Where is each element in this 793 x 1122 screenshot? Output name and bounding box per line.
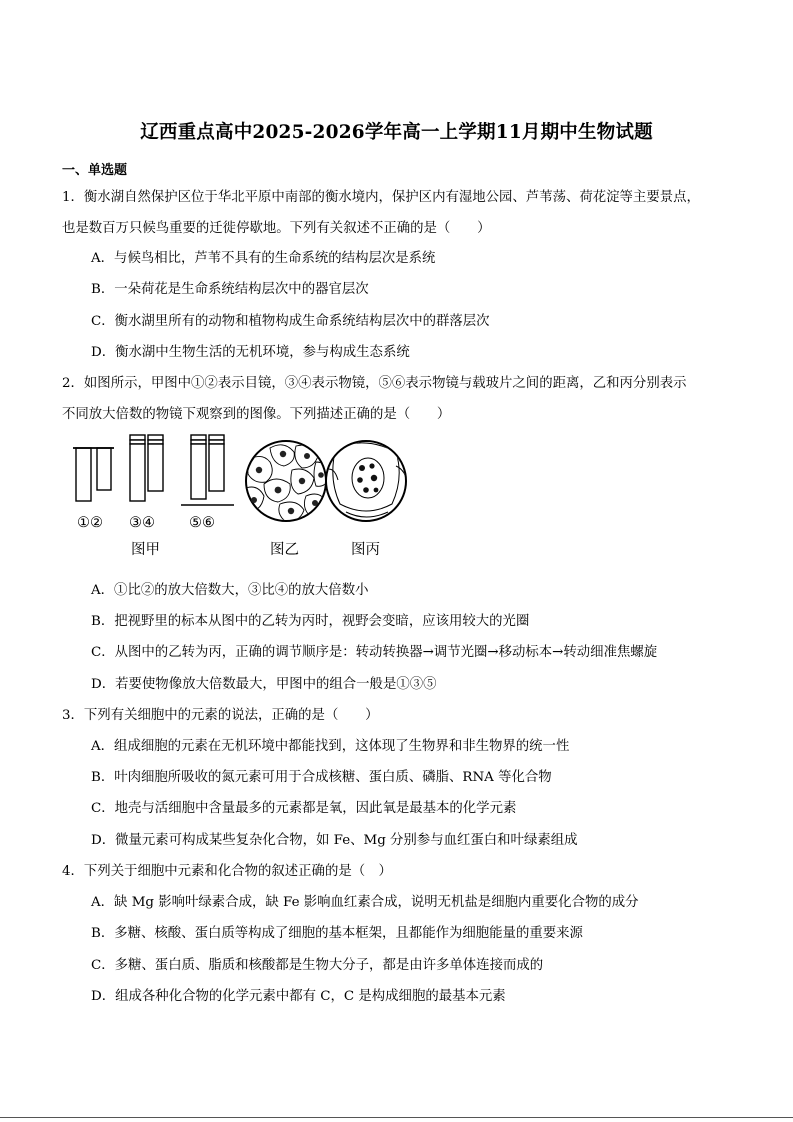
q1-stem-line-1: 1．衡水湖自然保护区位于华北平原中南部的衡水境内，保护区内有湿地公园、芦苇荡、荷花淀等主要景点， [62, 190, 700, 205]
q1-option-b: B．一朵荷花是生命系统结构层次中的器官层次 [91, 282, 369, 297]
q1-option-c: C．衡水湖里所有的动物和植物构成生命系统结构层次中的群落层次 [91, 314, 490, 329]
q3-option-a: A．组成细胞的元素在无机环境中都能找到，这体现了生物界和非生物界的统一性 [91, 739, 570, 754]
low-power-view [245, 441, 330, 522]
page-title: 辽西重点高中2025-2026学年高一上学期11月期中生物试题 [140, 122, 653, 143]
q2-option-a: A．①比②的放大倍数大，③比④的放大倍数小 [91, 583, 369, 598]
nucleus [352, 458, 384, 498]
q4-option-a: A．缺 Mg 影响叶绿素合成，缺 Fe 影响血红素合成，说明无机盐是细胞内重要化合物的成分 [91, 895, 639, 910]
eyepiece-label: ①② [77, 515, 103, 531]
q3-option-d: D．微量元素可构成某些复杂化合物，如 Fe、Mg 分别参与血红蛋白和叶绿素组成 [91, 833, 578, 848]
high-power-view [326, 437, 408, 521]
q1-option-a: A．与候鸟相比，芦苇不具有的生命系统的结构层次是系统 [91, 251, 436, 266]
q2-option-b: B．把视野里的标本从图中的乙转为丙时，视野会变暗，应该用较大的光圈 [91, 614, 530, 629]
figure-jia-caption: 图甲 [131, 542, 160, 558]
q2-stem-line-2: 不同放大倍数的物镜下观察到的图像。下列描述正确的是（ ） [62, 407, 451, 422]
q1-option-d: D．衡水湖中生物生活的无机环境，参与构成生态系统 [91, 345, 410, 360]
figure-bing-caption: 图丙 [351, 542, 380, 558]
objective-far-slide [209, 435, 224, 491]
q4-option-b: B．多糖、核酸、蛋白质等构成了细胞的基本框架，且都能作为细胞能量的重要来源 [91, 926, 583, 941]
q4-stem-line-1: 4．下列关于细胞中元素和化合物的叙述正确的是（ ） [62, 864, 392, 879]
q1-stem-line-2: 也是数百万只候鸟重要的迁徙停歇地。下列有关叙述不正确的是（ ） [62, 221, 491, 236]
footer-rule [0, 1117, 793, 1118]
objective-long [130, 435, 145, 501]
objective-near-slide [191, 435, 206, 499]
distance-label: ⑤⑥ [189, 515, 215, 531]
q2-option-c: C．从图中的乙转为丙，正确的调节顺序是：转动转换器→调节光圈→移动标本→转动细准焦螺旋 [91, 645, 658, 660]
section-heading: 一、单选题 [62, 163, 128, 178]
q3-option-b: B．叶肉细胞所吸收的氮元素可用于合成核糖、蛋白质、磷脂、RNA 等化合物 [91, 770, 552, 785]
eyepiece-short [97, 448, 111, 490]
figure-yi-caption: 图乙 [270, 542, 299, 558]
objective-label: ③④ [129, 515, 155, 531]
q2-option-d: D．若要使物像放大倍数最大，甲图中的组合一般是①③⑤ [91, 677, 437, 692]
objective-short [148, 435, 163, 491]
q2-stem-line-1: 2．如图所示，甲图中①②表示目镜，③④表示物镜，⑤⑥表示物镜与载玻片之间的距离，乙和丙分别表示 [62, 376, 687, 391]
q3-stem-line-1: 3．下列有关细胞中的元素的说法，正确的是（ ） [62, 708, 379, 723]
q4-option-c: C．多糖、蛋白质、脂质和核酸都是生物大分子，都是由许多单体连接而成的 [91, 958, 544, 973]
eyepiece-long [76, 448, 91, 501]
q4-option-d: D．组成各种化合物的化学元素中都有 C，C 是构成细胞的最基本元素 [91, 989, 506, 1004]
q3-option-c: C．地壳与活细胞中含量最多的元素都是氧，因此氧是最基本的化学元素 [91, 801, 517, 816]
